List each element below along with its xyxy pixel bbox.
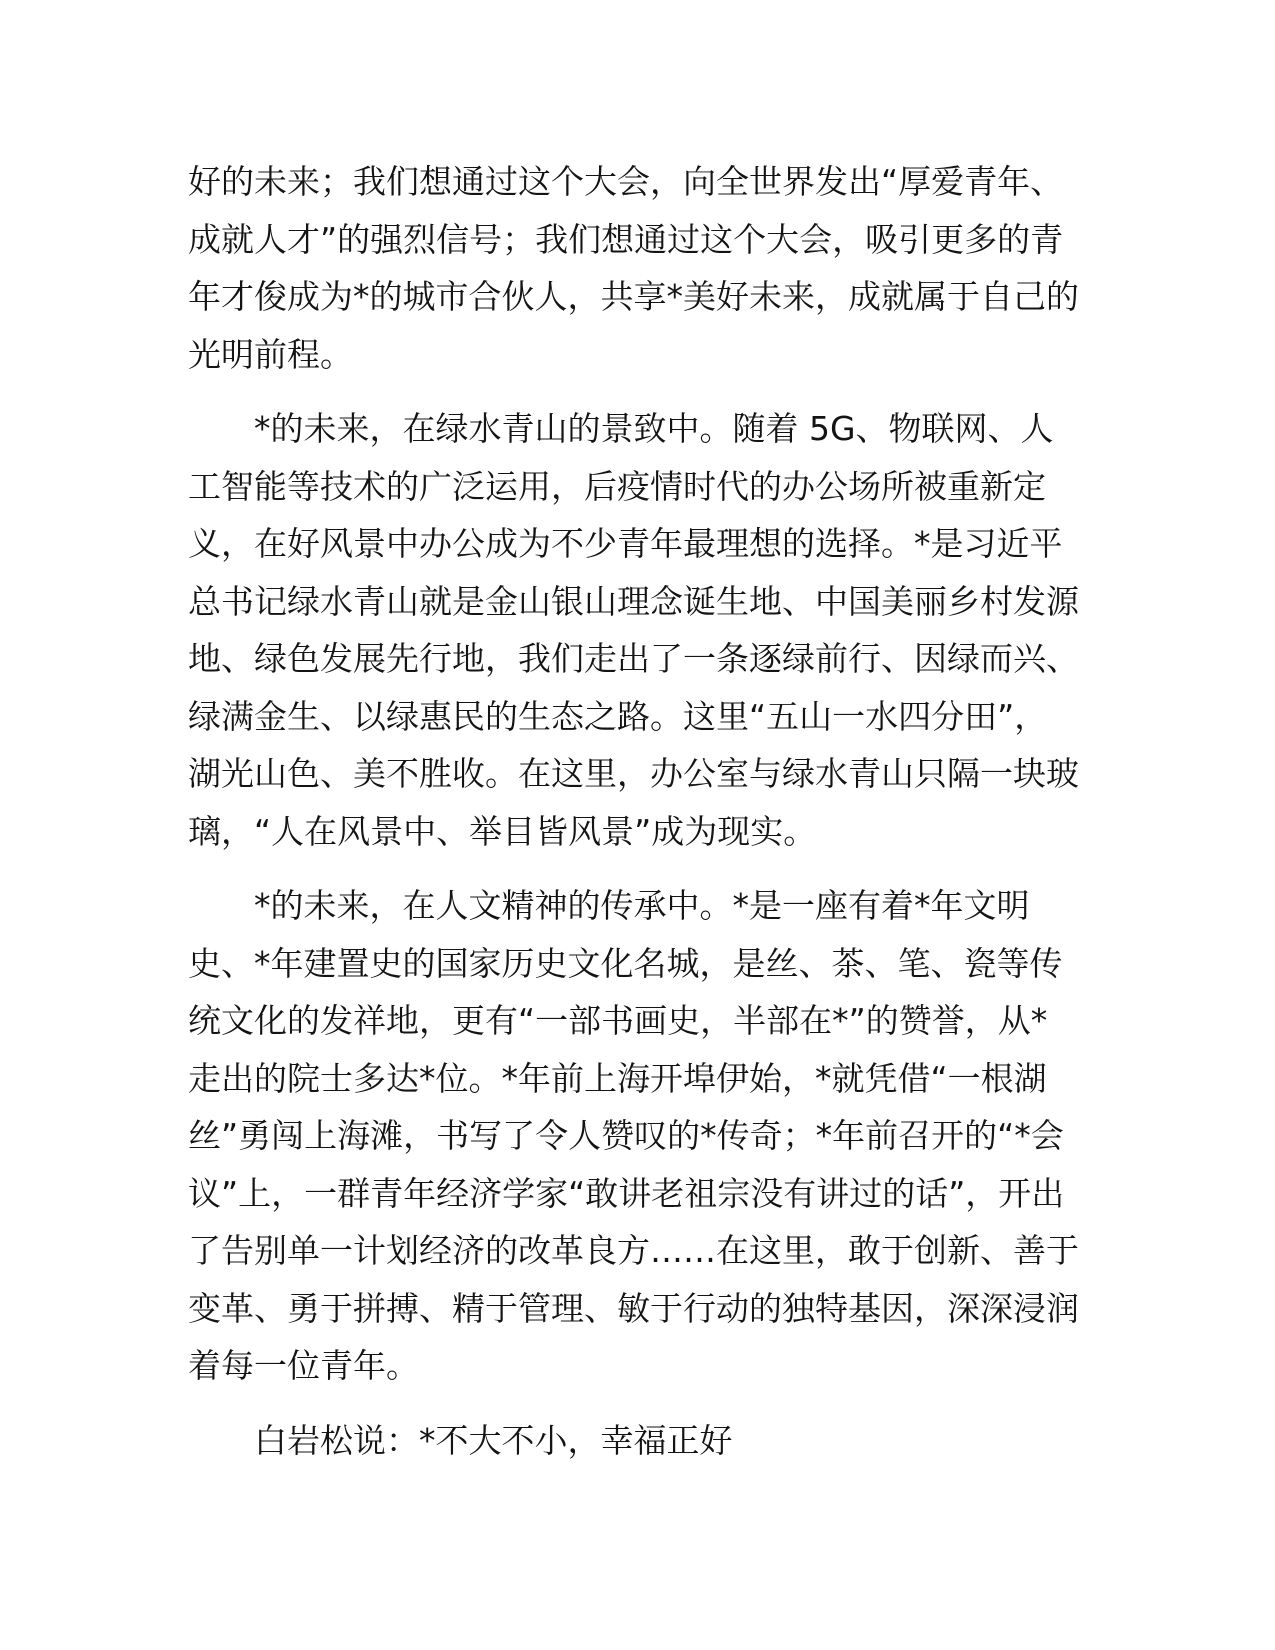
text-line: 议”上，一群青年经济学家“敢讲老祖宗没有讲过的话”，开出 <box>188 1173 1065 1213</box>
text-line: *的未来，在绿水青山的景致中。随着 5G、物联网、人 <box>254 409 1054 448</box>
text-line: 义，在好风景中办公成为不少青年最理想的选择。*是习近平 <box>188 524 1063 563</box>
text-line: 湖光山色、美不胜收。在这里，办公室与绿水青山只隔一块玻 <box>188 754 1079 793</box>
text-line: 白岩松说：*不大不小，幸福正好 <box>254 1420 733 1460</box>
text-line: 史、*年建置史的国家历史文化名城，是丝、茶、笔、瓷等传 <box>188 943 1063 983</box>
paragraph-3 <box>188 877 1088 1395</box>
paragraph-4 <box>188 1412 1088 1470</box>
paragraph-2 <box>188 400 1088 860</box>
text-line: 丝”勇闯上海滩，书写了令人赞叹的*传奇；*年前召开的“*会 <box>188 1116 1064 1155</box>
text-line: 变革、勇于拼搏、精于管理、敏于行动的独特基因，深深浸润 <box>188 1288 1079 1328</box>
text-line: 好的未来；我们想通过这个大会，向全世界发出“厚爱青年、 <box>188 162 1064 201</box>
text-line: 工智能等技术的广泛运用，后疫情时代的办公场所被重新定 <box>188 466 1046 506</box>
text-line: 地、绿色发展先行地，我们走出了一条逐绿前行、因绿而兴、 <box>188 639 1079 678</box>
text-line: 了告别单一计划经济的改革良方……在这里，敢于创新、善于 <box>188 1231 1079 1270</box>
text-line: 光明前程。 <box>188 334 353 374</box>
text-line: 成就人才”的强烈信号；我们想通过这个大会，吸引更多的青 <box>188 219 1064 259</box>
text-line: 统文化的发祥地，更有“一部书画史，半部在*”的赞誉，从* <box>188 1001 1048 1040</box>
paragraph-spacer <box>188 383 1088 400</box>
text-line: 璃，“人在风景中、举目皆风景”成为现实。 <box>188 811 817 851</box>
text-line: 着每一位青年。 <box>188 1346 419 1385</box>
text-line: 总书记绿水青山就是金山银山理念诞生地、中国美丽乡村发源 <box>188 581 1079 621</box>
text-line: *的未来，在人文精神的传承中。*是一座有着*年文明 <box>254 886 1030 925</box>
text-line: 走出的院士多达*位。*年前上海开埠伊始，*就凭借“一根湖 <box>188 1058 1047 1098</box>
document-body <box>188 153 1088 1469</box>
text-line: 绿满金生、以绿惠民的生态之路。这里“五山一水四分田”， <box>188 696 1048 736</box>
paragraph-spacer <box>188 1395 1088 1412</box>
text-line: 年才俊成为*的城市合伙人，共享*美好未来，成就属于自己的 <box>188 277 1079 316</box>
paragraph-1 <box>188 153 1088 383</box>
paragraph-spacer <box>188 860 1088 877</box>
